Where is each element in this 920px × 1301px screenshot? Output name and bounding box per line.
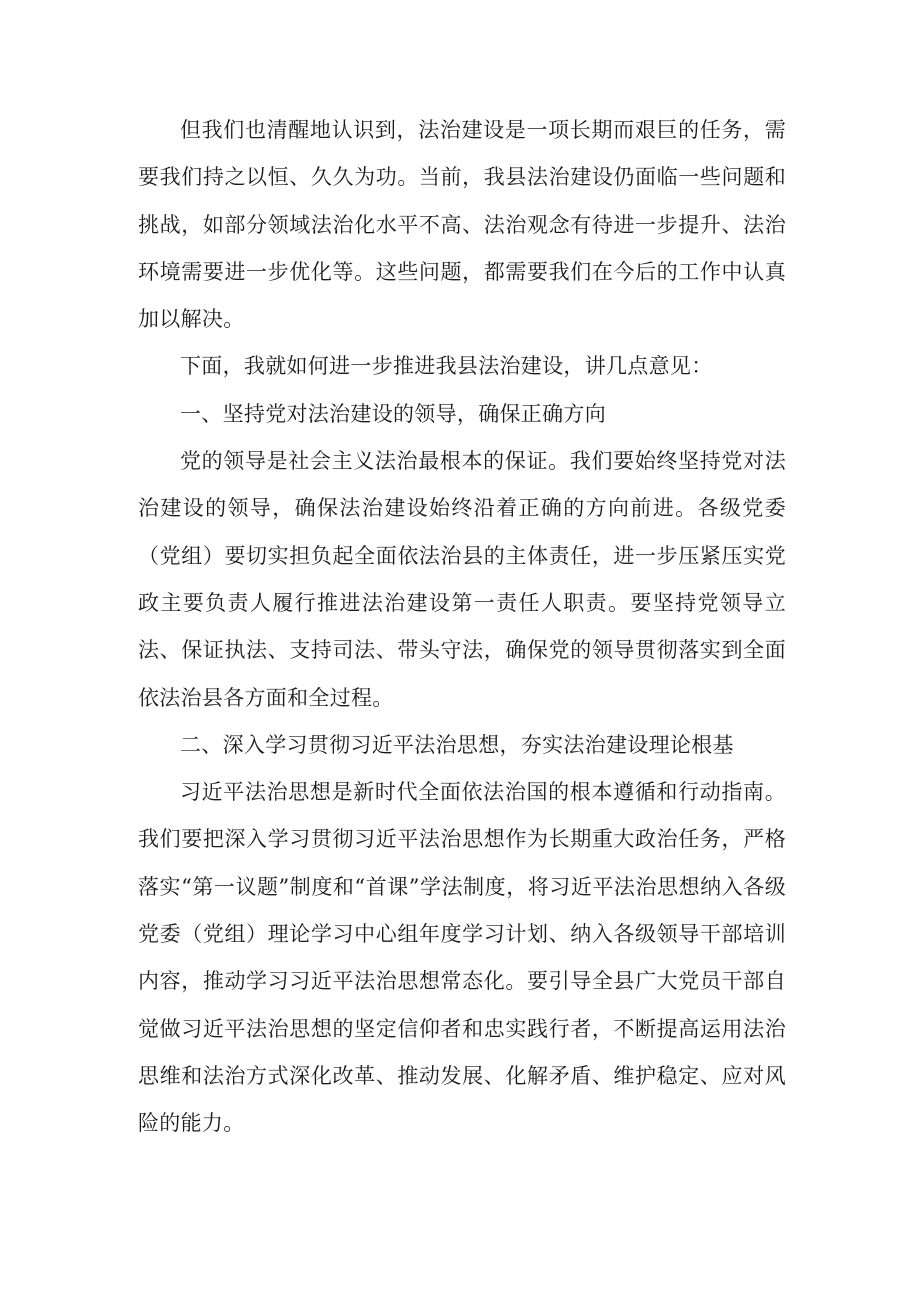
paragraph-intro-opinions: 下面，我就如何进一步推进我县法治建设，讲几点意见： [180, 354, 713, 379]
document-body [138, 107, 786, 1148]
section-heading-2: 二、深入学习贯彻习近平法治思想，夯实法治建设理论根基 [180, 732, 734, 757]
paragraph-challenges: 但我们也清醒地认识到，法治建设是一项长期而艰巨的任务，需要我们持之以恒、久久为功。当前，我县法治建设仍面临一些问题和挑战，如部分领域法治化水平不高、法治观念有待进一步提升、法治环境需要进一步优化等。这些问题，都需要我们在今后的工作中认真加以解决。 [138, 118, 786, 332]
paragraph-party-leadership: 党的领导是社会主义法治最根本的保证。我们要始终坚持党对法治建设的领导，确保法治建设始终沿着正确的方向前进。各级党委（党组）要切实担负起全面依法治县的主体责任，进一步压紧压实党政主要负责人履行推进法治建设第一责任人职责。要坚持党领导立法、保证执法、支持司法、带头守法，确保党的领导贯彻落实到全面依法治县各方面和全过程。 [138, 449, 786, 710]
section-heading-1: 一、坚持党对法治建设的领导，确保正确方向 [180, 401, 606, 426]
paragraph-rule-of-law-thought: 习近平法治思想是新时代全面依法治国的根本遵循和行动指南。我们要把深入学习贯彻习近平法治思想作为长期重大政治任务，严格落实“第一议题”制度和“首课”学法制度，将习近平法治思想纳入各级党委（党组）理论学习中心组年度学习计划、纳入各级领导干部培训内容，推动学习习近平法治思想常态化。要引导全县广大党员干部自觉做习近平法治思想的坚定信仰者和忠实践行者，不断提高运用法治思维和法治方式深化改革、推动发展、化解矛盾、维护稳定、应对风险的能力。 [138, 780, 786, 1136]
